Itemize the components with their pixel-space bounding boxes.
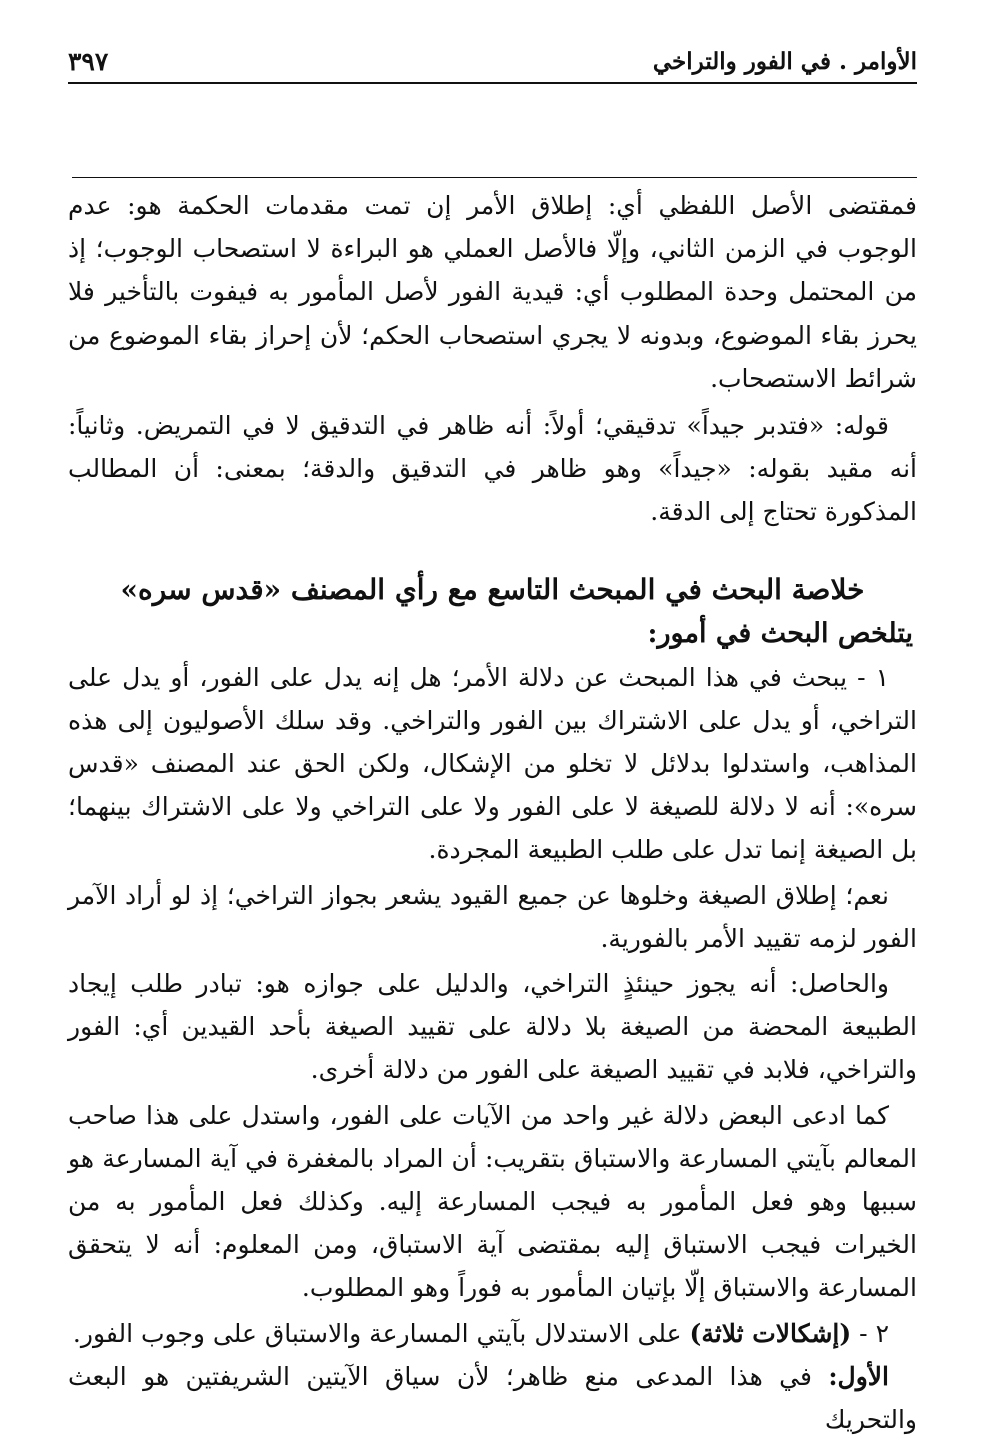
footnote-separator bbox=[72, 177, 917, 178]
summary-point-1: ١ - يبحث في هذا المبحث عن دلالة الأمر؛ هل إنه يدل على الفور، أو يدل على التراخي، أو يدل على الاشتراك بين الفور والتراخي. وقد سلك الأصوليون إلى هذه المذاهب، واستدلوا بدلائل لا تخلو من الإشكال، ولكن الحق عند المصنف «قدس سره»: أنه لا دلالة للصيغة لا على الفور ولا على التراخي ولا على الاشتراك بينهما؛ بل الصيغة إنما تدل على طلب الطبيعة المجردة. bbox=[68, 662, 917, 865]
objection-first-label: الأول: bbox=[828, 1361, 889, 1391]
point-2-number: ٢ - bbox=[851, 1318, 889, 1348]
footnote-paragraph-1: فمقتضى الأصل اللفظي أي: إطلاق الأمر إن تمت مقدمات الحكمة هو: عدم الوجوب في الزمن الثاني، وإلّا فالأصل العملي هو البراءة لا استصحاب الوجوب؛ إذ من المحتمل وحدة المطلوب أي: قيدية الفور لأصل المأمور به فيفوت بالتأخير فلا يحرز بقاء الموضوع، وبدونه لا يجري استصحاب الحكم؛ لأن إحراز بقاء الموضوع من شرائط الاستصحاب. bbox=[68, 191, 917, 393]
point-2-label: (إشكالات ثلاثة) bbox=[689, 1318, 852, 1348]
section-heading: خلاصة البحث في المبحث التاسع مع رأي المصنف «قدس سره» bbox=[120, 572, 865, 606]
page-body bbox=[68, 184, 917, 1441]
paragraph-hasil: والحاصل: أنه يجوز حينئذٍ التراخي، والدليل على جوازه هو: تبادر طلب إيجاد الطبيعة المحضة من الصيغة بلا دلالة على تقييد الصيغة بأحد القيدين أي: الفور والتراخي، فلابد في تقييد الصيغة على الفور من دلالة أخرى. bbox=[68, 969, 917, 1085]
summary-point-2 bbox=[68, 1312, 917, 1355]
objection-first-text: في هذا المدعى منع ظاهر؛ لأن سياق الآيتين الشريفتين هو البعث والتحريك bbox=[68, 1361, 917, 1435]
chapter-title: الأوامر . في الفور والتراخي bbox=[652, 47, 917, 75]
page-number: ٣٩٧ bbox=[68, 46, 109, 76]
paragraph-kama: كما ادعى البعض دلالة غير واحد من الآيات على الفور، واستدل على هذا صاحب المعالم بآيتي المسارعة والاستباق بتقريب: أن المراد بالمغفرة في آية المسارعة هو سببها وهو فعل المأمور به فيجب المسارعة إليه. وكذلك فعل المأمور به من الخيرات فيجب الاستباق إليه بمقتضى آية الاستباق، ومن المعلوم: أنه لا يتحقق المسارعة والاستباق إلّا بإتيان المأمور به فوراً وهو المطلوب. bbox=[68, 1100, 917, 1303]
running-header bbox=[68, 40, 917, 84]
footnote-paragraph-2: قوله: «فتدبر جيداً» تدقيقي؛ أولاً: أنه ظاهر في التدقيق لا في التمريض. وثانياً: أنه مقيد بقوله: «جيداً» وهو ظاهر في التدقيق والدقة؛ بمعنى: أن المطالب المذكورة تحتاج إلى الدقة. bbox=[68, 411, 917, 527]
objection-first bbox=[68, 1355, 917, 1441]
paragraph-naam: نعم؛ إطلاق الصيغة وخلوها عن جميع القيود يشعر بجواز التراخي؛ إذ لو أراد الآمر الفور لزمه تقييد الأمر بالفورية. bbox=[68, 880, 917, 953]
point-2-text: على الاستدلال بآيتي المسارعة والاستباق على وجوب الفور. bbox=[72, 1318, 690, 1348]
section-subheading: يتلخص البحث في أمور: bbox=[647, 617, 913, 649]
